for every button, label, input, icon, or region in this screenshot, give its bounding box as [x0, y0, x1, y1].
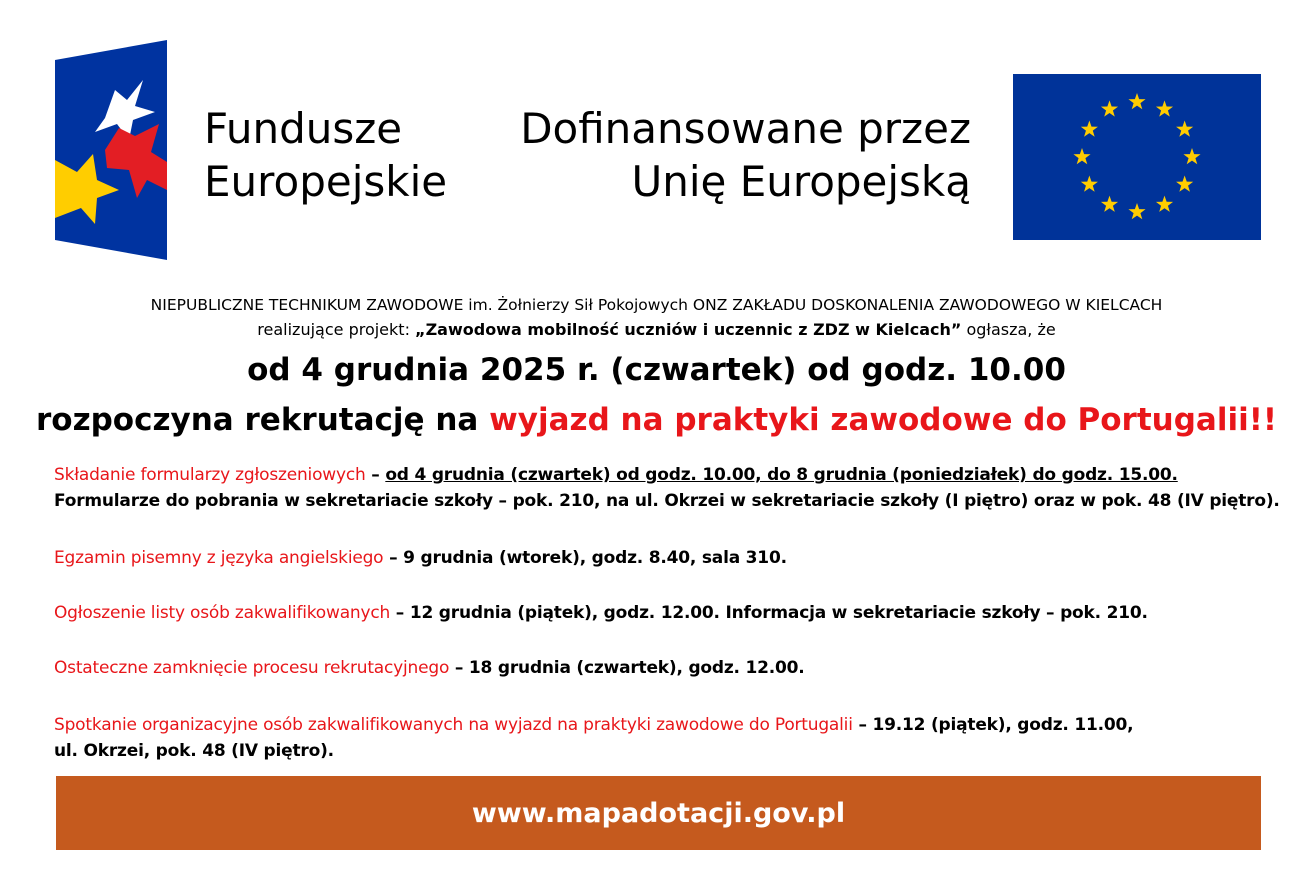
- list-item: [54, 600, 1269, 626]
- headline-black: rozpoczyna rekrutację na: [35, 402, 490, 438]
- project-title: „Zawodowa mobilność uczniów i uczennic z ZDZ w Kielcach”: [415, 320, 962, 339]
- fundusze-europejskie-logo: [55, 40, 167, 260]
- project-prefix: realizujące projekt:: [257, 320, 416, 339]
- forms-dates: od 4 grudnia (czwartek) od godz. 10.00, do 8 grudnia (poniedziałek) do godz. 15.00.: [385, 465, 1178, 485]
- footer-bar: [56, 776, 1261, 850]
- exam-label: Egzamin pisemny z języka angielskiego: [54, 548, 384, 568]
- eu-line-1: Dofinansowane przez: [520, 104, 971, 153]
- eu-line-2: Unię Europejską: [631, 157, 971, 206]
- forms-dash: –: [365, 465, 386, 485]
- headline-date: od 4 grudnia 2025 r. (czwartek) od godz. 10.00: [247, 352, 1066, 388]
- forms-item: [54, 462, 1280, 514]
- footer-url[interactable]: www.mapadotacji.gov.pl: [471, 797, 846, 829]
- project-line: [0, 318, 1313, 342]
- close-item: [54, 655, 1269, 681]
- eu-flag-icon: [1013, 74, 1261, 240]
- close-label: Ostateczne zamknięcie procesu rekrutacyjnego: [54, 658, 450, 678]
- forms-info: Formularze do pobrania w sekretariacie szkoły – pok. 210, na ul. Okrzei w sekretariacie szkoły (I piętro) oraz w pok. 48 (IV piętro).: [54, 491, 1280, 511]
- forms-label: Składanie formularzy zgłoszeniowych: [54, 465, 366, 485]
- meeting-label: Spotkanie organizacyjne osób zakwalifikowanych na wyjazd na praktyki zawodowe do Portugalii: [54, 715, 853, 735]
- school-name: NIEPUBLICZNE TECHNIKUM ZAWODOWE im. Żołnierzy Sił Pokojowych ONZ ZAKŁADU DOSKONALENIA ZAWODOWEGO W KIELCACH: [150, 296, 1163, 314]
- exam-item: [54, 545, 1269, 571]
- meeting-text-2: ul. Okrzei, pok. 48 (IV piętro).: [54, 741, 334, 761]
- fe-line-2: Europejskie: [204, 157, 448, 206]
- eu-cofinanced-text: [520, 102, 971, 208]
- meeting-text: – 19.12 (piątek), godz. 11.00,: [852, 715, 1134, 735]
- close-text: – 18 grudnia (czwartek), godz. 12.00.: [449, 658, 805, 678]
- exam-text: – 9 grudnia (wtorek), godz. 8.40, sala 310.: [383, 548, 787, 568]
- headline-recruitment: [0, 398, 1313, 442]
- fe-logo-text: [204, 102, 447, 208]
- project-suffix: ogłasza, że: [961, 320, 1056, 339]
- list-label: Ogłoszenie listy osób zakwalifikowanych: [54, 603, 391, 623]
- meeting-item: [54, 712, 1269, 764]
- list-text: – 12 grudnia (piątek), godz. 12.00. Informacja w sekretariacie szkoły – pok. 210.: [390, 603, 1148, 623]
- fe-line-1: Fundusze: [204, 104, 403, 153]
- headline-red: wyjazd na praktyki zawodowe do Portugalii!!: [489, 402, 1277, 438]
